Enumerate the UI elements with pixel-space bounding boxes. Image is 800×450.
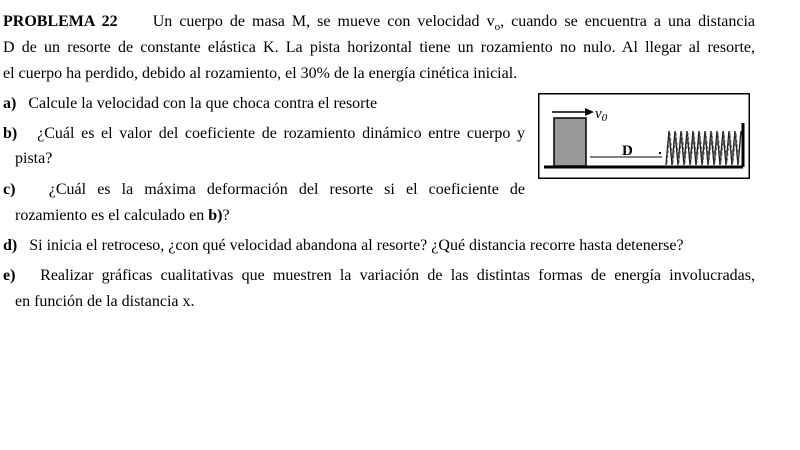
question-b: b) ¿Cuál es el valor del coeficiente de rozamiento dinámico entre cuerpo y: [3, 125, 526, 142]
spring: [666, 131, 741, 165]
statement-line-3: el cuerpo ha perdido, debido al rozamiento, el 30% de la energía cinética inicial.: [3, 65, 518, 82]
question-a: a) Calcule la velocidad con la que choca contra el resorte: [3, 95, 378, 112]
velocity-arrowhead: [585, 108, 594, 116]
question-c: c) ¿Cuál es la máxima deformación del resorte si el coeficiente de: [3, 181, 526, 198]
statement-line-1: PROBLEMA 22 Un cuerpo de masa M, se mueve con velocidad $v_o$, cuando se encuentra a una distancia: [3, 13, 756, 34]
question-c-cont: rozamiento es el calculado en b)?: [15, 207, 230, 224]
distance-end-dot: [659, 152, 661, 154]
question-d: d) Si inicia el retroceso, ¿con qué velocidad abandona al resorte? ¿Qué distancia recorre hasta detenerse?: [3, 237, 684, 254]
problem-statement: [3, 9, 755, 87]
mass-block: [554, 118, 586, 166]
problem-title: PROBLEMA 22: [3, 13, 118, 30]
question-e: e) Realizar gráficas cualitativas que muestren la variación de las distintas formas de energía involucradas,: [3, 267, 756, 284]
block-spring-diagram: [538, 93, 750, 179]
question-e-cont: en función de la distancia x.: [15, 293, 195, 310]
distance-label: D: [622, 143, 633, 159]
question-b-cont: pista?: [15, 150, 53, 167]
velocity-label: $v_0$: [595, 106, 608, 124]
statement-line-2: D de un resorte de constante elástica K. La pista horizontal tiene un rozamiento no nulo. Al llegar al resorte,: [3, 39, 755, 56]
